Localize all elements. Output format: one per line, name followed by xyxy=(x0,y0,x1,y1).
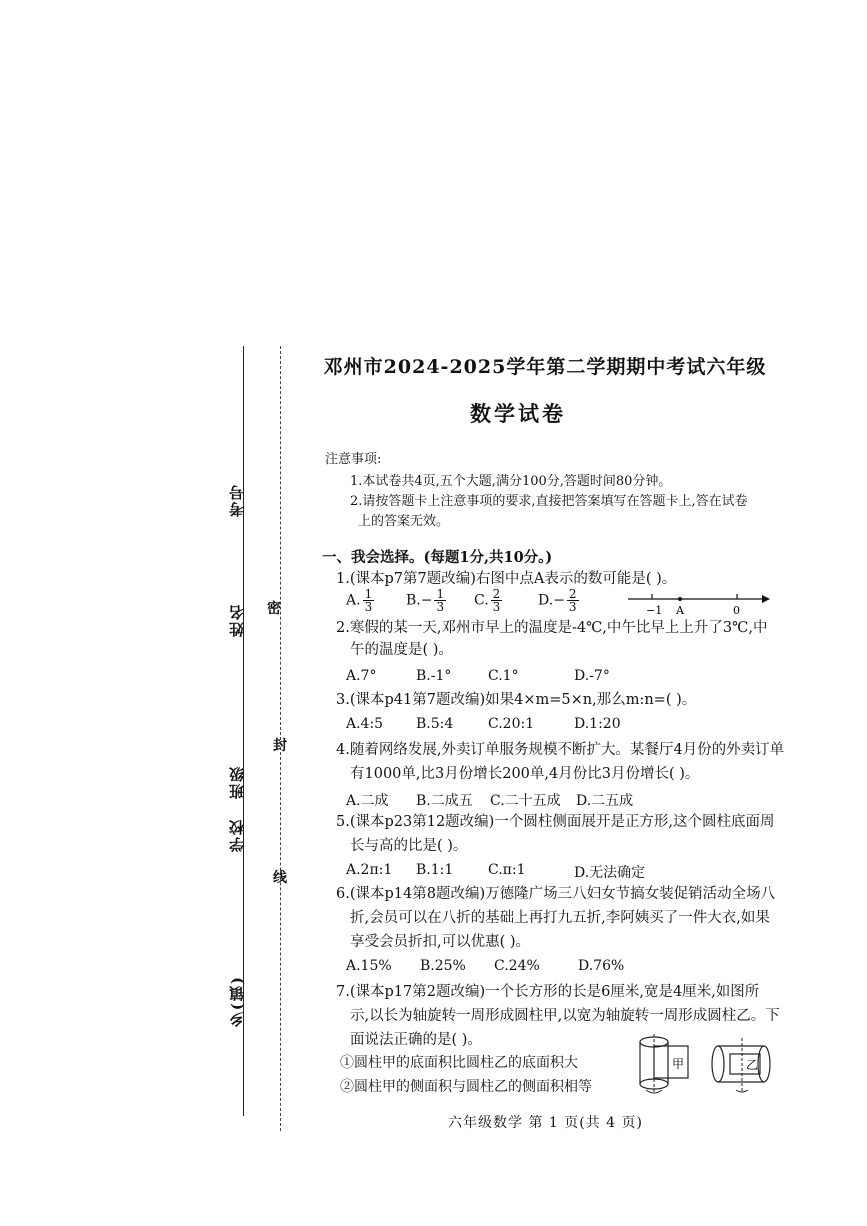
question-7-line-1: 7.(课本p17第2题改编)一个长方形的长是6厘米,宽是4厘米,如图所 xyxy=(336,984,760,1000)
number-line-label-zero: 0 xyxy=(733,604,740,617)
question-5-line-1: 5.(课本p23第12题改编)一个圆柱侧面展开是正方形,这个圆柱底面周 xyxy=(336,814,775,830)
binding-label-town: 乡(镇) xyxy=(228,975,246,1028)
exam-title: 邓州市2024-2025学年第二学期期中考试六年级 xyxy=(323,356,767,378)
question-6-line-1: 6.(课本p14第8题改编)万德隆广场三八妇女节搞女装促销活动全场八 xyxy=(336,886,776,902)
question-7-line-3: 面说法正确的是( )。 xyxy=(350,1032,482,1048)
q2-option-b: B.-1° xyxy=(416,668,452,684)
cylinder-jia-label: 甲 xyxy=(672,1057,685,1071)
question-2-line-2: 午的温度是( )。 xyxy=(350,642,453,658)
q2-option-a: A.7° xyxy=(346,668,377,684)
page-footer: 六年级数学 第 1 页(共 4 页) xyxy=(448,1115,643,1131)
section-heading: 一、我会选择。(每题1分,共10分。) xyxy=(322,549,553,566)
number-line-label-a: A xyxy=(676,604,684,617)
q4-option-d: D.二五成 xyxy=(576,793,634,809)
number-line-label-minus-one: −1 xyxy=(646,604,663,617)
q2-option-d: D.-7° xyxy=(574,668,610,684)
question-6-line-2: 折,会员可以在八折的基础上再打九五折,李阿姨买了一件大衣,如果 xyxy=(350,910,770,926)
q5-option-d: D.无法确定 xyxy=(574,865,646,881)
question-4-line-2: 有1000单,比3月份增长200单,4月份比3月份增长( )。 xyxy=(350,766,700,782)
q4-option-c: C.二十五成 xyxy=(490,793,561,809)
q2-option-c: C.1° xyxy=(488,668,519,684)
seal-char-feng: 封 xyxy=(273,738,287,754)
binding-label-exam-number: 考号 xyxy=(228,483,246,517)
q5-option-a: A.2π:1 xyxy=(346,862,393,878)
binding-label-school: 学校 xyxy=(228,818,246,852)
question-1: 1.(课本p7第7题改编)右图中点A表示的数可能是( )。 xyxy=(336,571,677,587)
notes-heading: 注意事项: xyxy=(325,452,382,467)
q3-option-a: A.4:5 xyxy=(346,716,384,732)
note-item-2: 2.请按答题卡上注意事项的要求,直接把答案填写在答题卡上,答在试卷 xyxy=(350,494,748,509)
note-item-3: 上的答案无效。 xyxy=(358,514,450,529)
exam-subtitle: 数学试卷 xyxy=(470,401,566,426)
question-3: 3.(课本p41第7题改编)如果4×m=5×n,那么m:n=( )。 xyxy=(336,692,697,708)
q7-statement-2: ②圆柱甲的侧面积与圆柱乙的侧面积相等 xyxy=(340,1079,592,1095)
q3-option-b: B.5:4 xyxy=(416,716,454,732)
q1-option-a: A. $\frac{1}{3}$ xyxy=(346,587,373,614)
binding-label-class: 班级 xyxy=(228,765,246,799)
question-5-line-2: 长与高的比是( )。 xyxy=(350,838,468,854)
q1-option-d: D.− $\frac{2}{3}$ xyxy=(538,587,577,614)
q4-option-a: A.二成 xyxy=(346,793,389,809)
q1-option-c: C. $\frac{2}{3}$ xyxy=(474,587,501,614)
question-6-line-3: 享受会员折扣,可以优惠( )。 xyxy=(350,934,531,950)
cylinder-yi-figure xyxy=(708,1036,778,1096)
q6-option-d: D.76% xyxy=(578,958,625,974)
question-2-line-1: 2.寒假的某一天,邓州市早上的温度是-4℃,中午比早上上升了3℃,中 xyxy=(336,620,768,636)
q3-option-d: D.1:20 xyxy=(574,716,621,732)
q6-option-a: A.15% xyxy=(346,958,392,974)
question-7-line-2: 示,以长为轴旋转一周形成圆柱甲,以宽为轴旋转一周形成圆柱乙。下 xyxy=(350,1008,780,1024)
cylinder-yi-label: 乙 xyxy=(746,1058,759,1072)
q4-option-b: B.二成五 xyxy=(416,793,473,809)
q6-option-c: C.24% xyxy=(494,958,540,974)
q7-statement-1: ①圆柱甲的底面积比圆柱乙的底面积大 xyxy=(340,1055,578,1071)
q5-option-c: C.π:1 xyxy=(488,862,526,878)
question-4-line-1: 4.随着网络发展,外卖订单服务规模不断扩大。某餐厅4月份的外卖订单 xyxy=(336,742,785,758)
number-line xyxy=(622,590,772,618)
q5-option-b: B.1:1 xyxy=(416,862,454,878)
q3-option-c: C.20:1 xyxy=(488,716,535,732)
q1-option-b: B.− $\frac{1}{3}$ xyxy=(406,587,445,614)
seal-char-mi: 密 xyxy=(267,601,281,617)
cylinder-jia-figure xyxy=(632,1032,696,1098)
binding-label-name: 姓名 xyxy=(228,603,246,637)
note-item-1: 1.本试卷共4页,五个大题,满分100分,答题时间80分钟。 xyxy=(350,474,672,489)
seal-char-xian: 线 xyxy=(273,870,287,886)
q6-option-b: B.25% xyxy=(420,958,466,974)
